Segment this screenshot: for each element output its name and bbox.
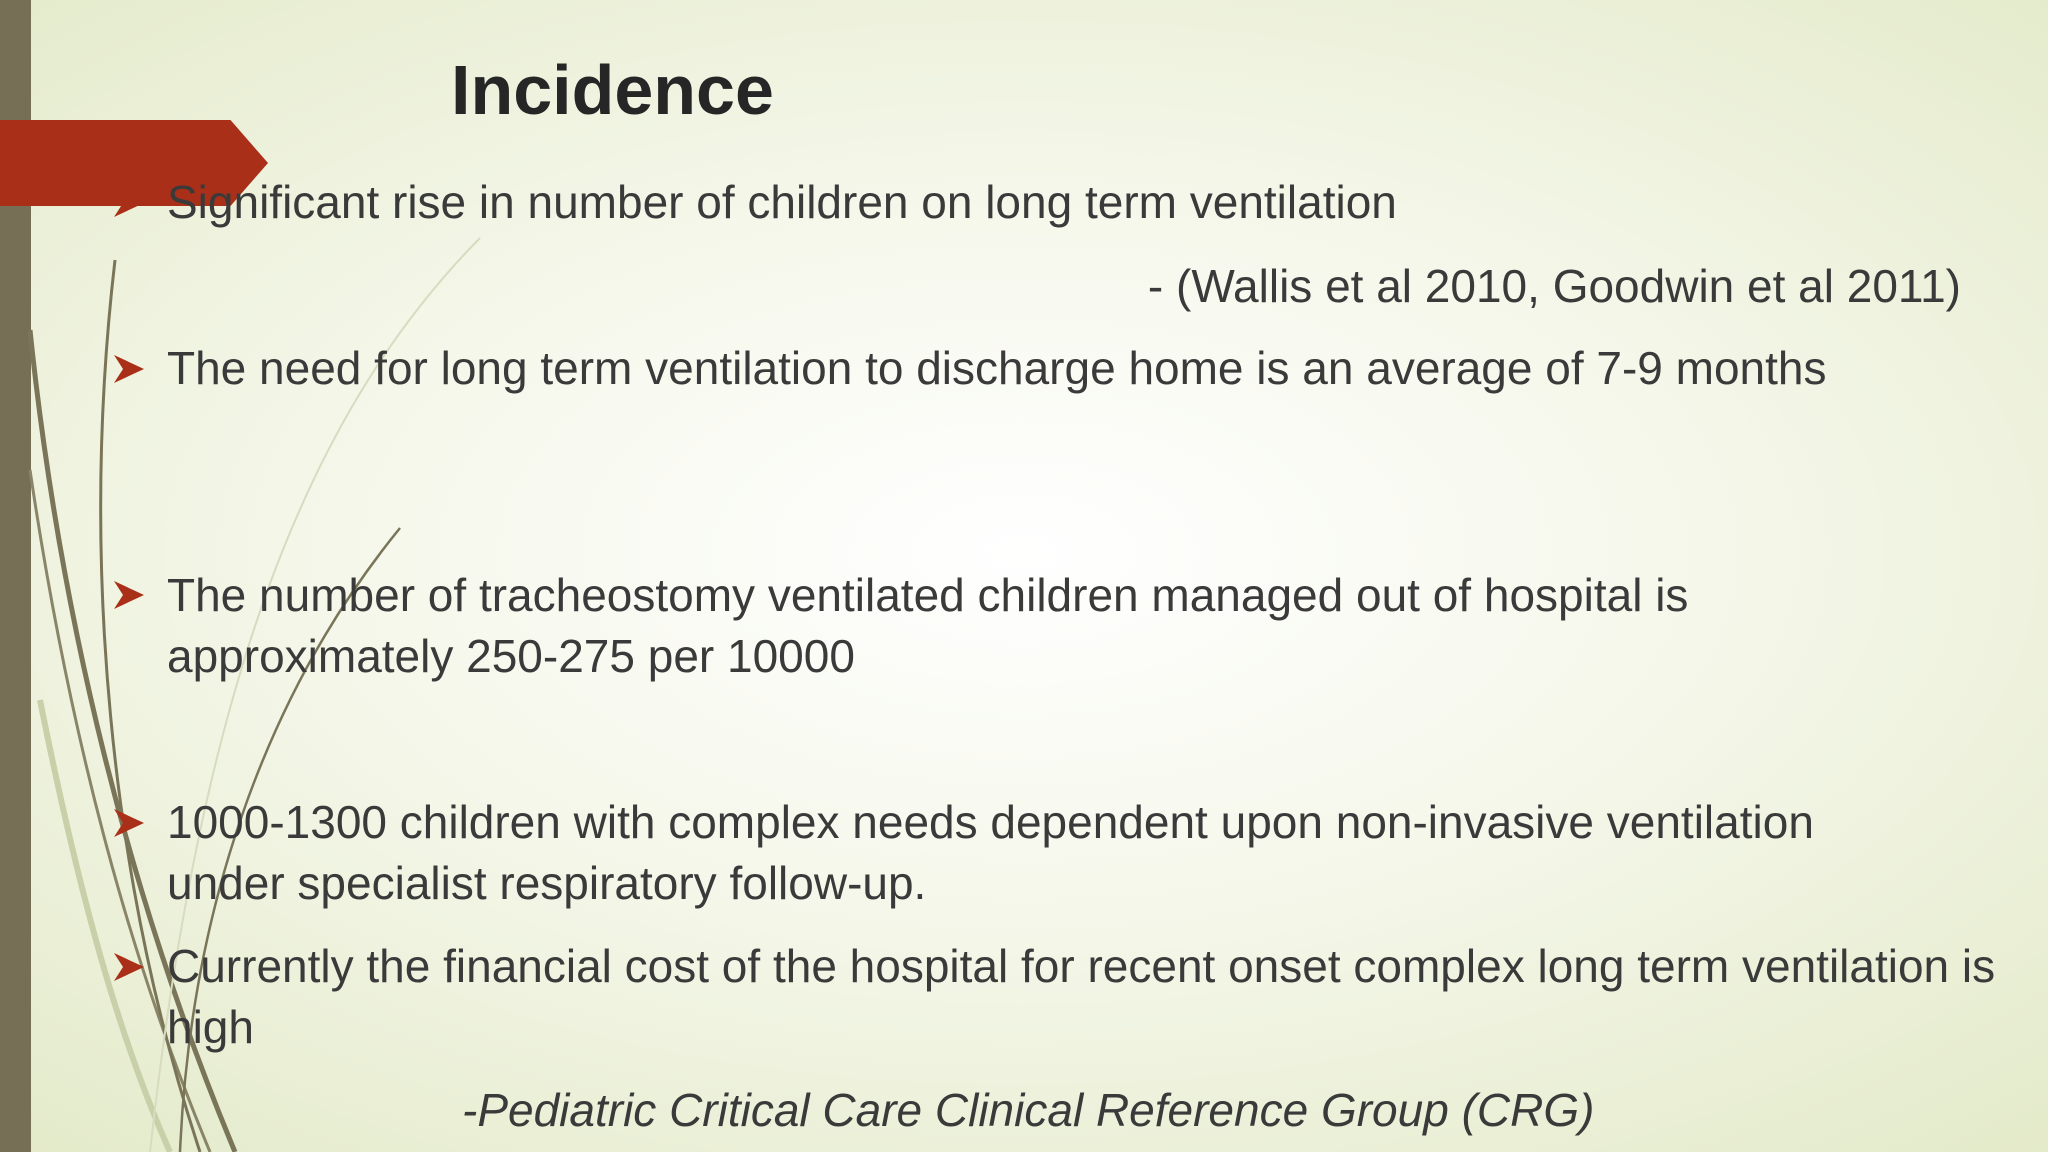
bullet-text: 1000-1300 children with complex needs dependent upon non-invasive ventilation under specialist respiratory follow-up. (167, 796, 1814, 909)
arrowhead-bullet-icon (112, 578, 146, 612)
slide-title: Incidence (451, 51, 774, 129)
citation-crg: -Pediatric Critical Care Clinical Reference Group (CRG) (462, 1084, 1595, 1136)
bullet-text: Significant rise in number of children on long term ventilation (167, 176, 1397, 228)
citation-wallis-goodwin: - (Wallis et al 2010, Goodwin et al 2011) (1147, 260, 1961, 312)
bullet-text: The need for long term ventilation to discharge home is an average of 7-9 months (167, 342, 1827, 394)
arrowhead-bullet-icon (112, 352, 146, 386)
arrowhead-bullet-icon (112, 806, 146, 840)
bullet-text: The number of tracheostomy ventilated children managed out of hospital is approximately 250-275 per 10000 (167, 569, 1689, 682)
bullet-text: Currently the financial cost of the hospital for recent onset complex long term ventilation is high (167, 940, 1996, 1053)
arrowhead-bullet-icon (112, 186, 146, 220)
arrowhead-bullet-icon (112, 950, 146, 984)
